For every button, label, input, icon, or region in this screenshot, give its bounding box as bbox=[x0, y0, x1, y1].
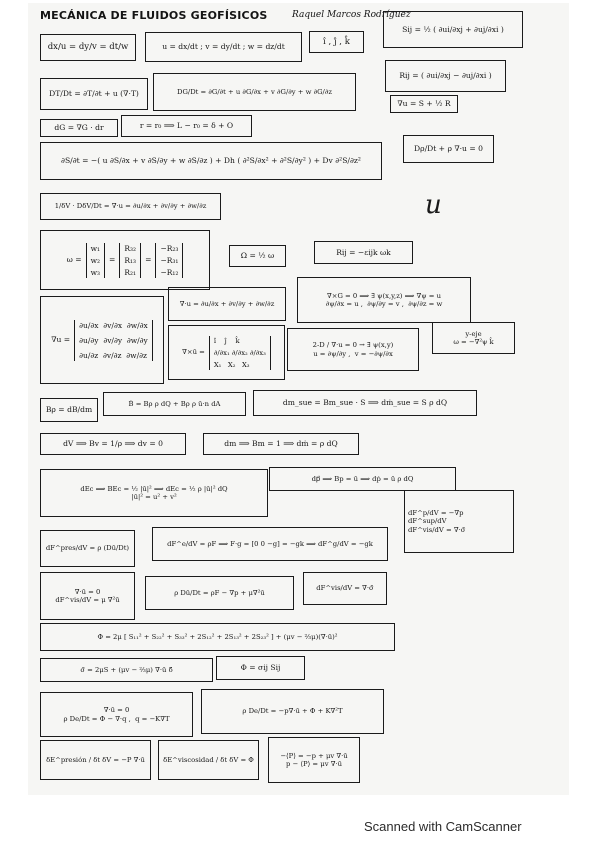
mass-b-text: dm ⟹ Bm = 1 ⟹ dṁ = ρ dQ bbox=[224, 439, 338, 449]
viscous-work-text: δE^viscosidad / δt δV = Φ bbox=[163, 755, 254, 764]
mean-pressure bbox=[268, 737, 360, 783]
reynolds-transport bbox=[103, 392, 246, 416]
omega-3: w₃ bbox=[90, 267, 101, 277]
omega-2: w₂ bbox=[90, 255, 101, 265]
viscous-divergence-text: dF^vis/dV = ∇·σ̃ bbox=[316, 584, 374, 593]
navier-stokes bbox=[145, 576, 294, 610]
divergence-text: ∇·u = ∂u/∂x + ∂v/∂y + ∂w/∂z bbox=[179, 299, 275, 308]
scanner-watermark: Scanned with CamScanner bbox=[364, 819, 522, 834]
density-continuity bbox=[403, 135, 494, 163]
navier-stokes-text: ρ Dū/Dt = ρF − ∇p + μ∇²ū bbox=[174, 588, 265, 597]
kinetic-energy-text-b: |ū|² = u² + v² bbox=[131, 493, 177, 501]
kinetic-energy bbox=[40, 469, 268, 517]
incompressible-text: ∇·ū = 0 bbox=[74, 587, 101, 596]
potential-flow-text: ∇×G = 0 ⟹ ∃ ψ(x,y,z) ⟹ ∇ψ = u bbox=[327, 291, 441, 300]
velocity-text: u = dx/dt ; v = dy/dt ; w = dz/dt bbox=[162, 42, 285, 52]
force-decomposition bbox=[404, 490, 514, 553]
gradient-matrix bbox=[40, 296, 164, 384]
r-neg-31: −R₃₁ bbox=[160, 255, 179, 265]
pressure-density bbox=[40, 530, 135, 567]
differential bbox=[40, 119, 118, 137]
pressure-force-text: dF^p/dV = −∇p bbox=[408, 508, 464, 517]
diffusion-text: ∂S/∂t = −( u ∂S/∂x + v ∂S/∂y + w ∂S/∂z ) + Dh ( ∂²S/∂x² + ∂²S/∂y² ) + Dv ∂²S/∂z² bbox=[61, 156, 361, 166]
divergence bbox=[168, 287, 286, 321]
page-title: MECÁNICA DE FLUIDOS GEOFÍSICOS bbox=[40, 9, 268, 22]
phi-def-text: Φ = σij Sij bbox=[240, 663, 281, 673]
vorticity bbox=[432, 322, 515, 354]
stream-function-2d bbox=[287, 328, 419, 371]
curl-det-row-3: X₁ X₂ X₃ bbox=[213, 360, 250, 369]
kinetic-energy-text: dEc ⟹ BEc = ½ |ū|² ⟹ dEc = ½ ρ |ū|² dQ bbox=[80, 484, 228, 493]
energy-incompressible bbox=[40, 692, 193, 737]
strain-text: Sij = ½ ( ∂ui/∂xj + ∂uj/∂xi ) bbox=[402, 24, 504, 34]
diffusion-equation bbox=[40, 142, 382, 180]
stream-2d-text: 2-D / ∇·u = 0 → ∃ ψ(x,y) bbox=[312, 341, 394, 350]
omega-half-text: Ω = ½ ω bbox=[240, 251, 275, 261]
viscous-incompressible bbox=[40, 572, 135, 620]
volume-b-text: dV ⟹ Bv = 1/ρ ⟹ dv = 0 bbox=[63, 439, 163, 449]
curl-det-row-2: ∂/∂x₁ ∂/∂x₂ ∂/∂x₃ bbox=[213, 348, 266, 357]
omega-half bbox=[229, 245, 286, 267]
material-derivative bbox=[40, 78, 148, 110]
position-change-text: r = r₀ ⟹ L − r₀ = δ + O bbox=[139, 121, 234, 131]
dissipation-text: Φ = 2μ [ S₁₁² + S₂₂² + S₃₃² + 2S₁₂² + 2S₁₃² + 2S₂₃² ] + (μv − ⅔μ)(∇·ū)² bbox=[97, 632, 338, 641]
r-32: R₃₂ bbox=[124, 243, 137, 253]
streamline-equation bbox=[40, 34, 136, 61]
momentum-text: dp⃗ ⟹ Bp = ū ⟹ dṗ = ū ρ dQ bbox=[311, 474, 414, 483]
material-derivative-expanded-text: DG/Dt = ∂G/∂t + u ∂G/∂x + v ∂G/∂y + w ∂G/∂z bbox=[177, 87, 332, 96]
reynolds-rho-text: Bρ = dB/dm bbox=[45, 405, 93, 415]
stress-tensor-text: σ̃ = 2μS + (μv − ⅔μ) ∇·ū δ̃ bbox=[80, 665, 173, 674]
curl-symbol: u bbox=[425, 190, 442, 220]
velocity-definition bbox=[145, 32, 302, 62]
omega-vector bbox=[86, 243, 105, 278]
mass-element bbox=[253, 390, 477, 416]
omega-1: w₁ bbox=[90, 243, 101, 253]
curl-det-row-1: î ĵ k̂ bbox=[213, 336, 240, 345]
mean-pressure-text: −⟨P⟩ = −p + μv ∇·ū bbox=[280, 751, 348, 760]
material-derivative-text: DT/Dt = ∂T/∂t + u (∇·T) bbox=[49, 89, 139, 99]
momentum bbox=[269, 467, 456, 491]
energy-incomp-text-b: ρ De/Dt = Φ − ∇·q , q = −K∇T bbox=[63, 714, 170, 723]
gradient-matrix-rows bbox=[74, 320, 153, 361]
unit-vectors bbox=[309, 31, 364, 53]
differential-text: dG = ∇G · dr bbox=[54, 123, 104, 133]
energy-incomp-text: ∇·ū = 0 bbox=[103, 706, 130, 715]
curl-det-lhs: ∇×ū = bbox=[182, 348, 205, 357]
body-force-text: dF^e/dV = ρF ⟹ F·g = [0 0 −g] = −gk ⟹ dF^g/dV = −gk bbox=[167, 539, 373, 548]
curl-determinant-layout bbox=[182, 336, 271, 370]
viscous-work bbox=[158, 740, 259, 780]
gradient-matrix-layout bbox=[51, 320, 153, 361]
r-13: R₁₃ bbox=[124, 255, 137, 265]
unit-vectors-text: î , ĵ , k̂ bbox=[323, 36, 350, 47]
potential-flow-text-2: ∂ψ/∂x = u , ∂ψ/∂y = v , ∂ψ/∂z = w bbox=[325, 300, 443, 308]
pressure-work-text: δE^presión / δt δV = −P ∇·ū bbox=[46, 755, 145, 764]
r-vector bbox=[119, 243, 141, 278]
surface-force-text: dF^sup/dV bbox=[408, 517, 447, 526]
r-neg-12: −R₁₂ bbox=[160, 267, 179, 277]
volume-change-text: 1/δV · DδV/Dt = ∇·u = ∂u/∂x + ∂v/∂y + ∂w/∂z bbox=[54, 202, 207, 211]
vorticity-text: y-eje bbox=[465, 329, 482, 338]
rotation-tensor bbox=[385, 60, 506, 92]
stress-tensor bbox=[40, 658, 213, 682]
levi-civita bbox=[314, 241, 413, 264]
dissipation-function bbox=[40, 623, 395, 651]
stream-2d-text-b: u = ∂ψ/∂y , v = −∂ψ/∂x bbox=[313, 349, 393, 358]
gradient-row-2: ∂u/∂y ∂v/∂y ∂w/∂y bbox=[79, 335, 148, 345]
reynolds-transport-text: Ḃ = Bρ ρ dQ + Bρ ρ ū·n dA bbox=[128, 399, 221, 408]
velocity-gradient-split bbox=[390, 95, 458, 113]
reynolds-rho bbox=[40, 398, 98, 422]
r-neg-vector bbox=[155, 243, 183, 278]
levi-civita-text: Rij = −εijk ωk bbox=[336, 247, 391, 257]
velocity-gradient-text: ∇u = S + ½ R bbox=[397, 99, 451, 109]
phi-definition bbox=[216, 656, 305, 680]
strain-tensor bbox=[383, 11, 523, 48]
rotation-matrix bbox=[40, 230, 210, 290]
author-name: Raquel Marcos Rodríguez bbox=[292, 10, 411, 20]
energy-full bbox=[201, 689, 384, 734]
vorticity-text-b: ω = −∇²ψ k̂ bbox=[453, 338, 494, 346]
material-derivative-expanded bbox=[153, 73, 356, 111]
viscous-divergence bbox=[303, 572, 387, 605]
body-force bbox=[152, 527, 388, 561]
volume-change bbox=[40, 193, 221, 220]
volume-b bbox=[40, 433, 186, 455]
viscous-incompressible-text: dF^vis/dV = μ ∇²ū bbox=[55, 596, 120, 604]
rotation-matrix-lhs: ω = bbox=[66, 255, 82, 265]
equals-sign-2: = bbox=[145, 255, 152, 265]
mass-element-text: dm_sue = Bm_sue · S ⟹ dṁ_sue = S ρ dQ bbox=[282, 398, 448, 408]
density-change-text: Dρ/Dt + ρ ∇·u = 0 bbox=[414, 144, 483, 154]
rotation-matrix-layout bbox=[67, 243, 184, 278]
gradient-row-3: ∂u/∂z ∂v/∂z ∂w/∂z bbox=[79, 350, 147, 360]
curl-determinant bbox=[168, 325, 285, 380]
curl-det-rows bbox=[209, 336, 271, 370]
pressure-work bbox=[40, 740, 151, 780]
viscous-force-text: dF^vis/dV = ∇·σ̃ bbox=[408, 525, 466, 534]
mass-b bbox=[203, 433, 359, 455]
mean-pressure-text-b: p − ⟨P⟩ = μv ∇·ū bbox=[286, 760, 342, 768]
gradient-row-1: ∂u/∂x ∂v/∂x ∂w/∂x bbox=[79, 320, 148, 330]
gradient-matrix-lhs: ∇u = bbox=[51, 335, 71, 345]
r-21: R₂₁ bbox=[124, 267, 137, 277]
rotation-text: Rij = ( ∂ui/∂xj − ∂uj/∂xi ) bbox=[399, 71, 492, 81]
energy-full-text: ρ De/Dt = −p∇·ū + Φ + K∇²T bbox=[242, 707, 343, 716]
equals-sign: = bbox=[109, 255, 116, 265]
position-change bbox=[121, 115, 252, 137]
pressure-density-text: dF^pres/dV = ρ (Dū/Dt) bbox=[45, 544, 130, 553]
streamline-text: dx/u = dy/v = dt/w bbox=[47, 42, 129, 53]
r-neg-23: −R₂₃ bbox=[160, 243, 179, 253]
potential-flow bbox=[297, 277, 471, 323]
